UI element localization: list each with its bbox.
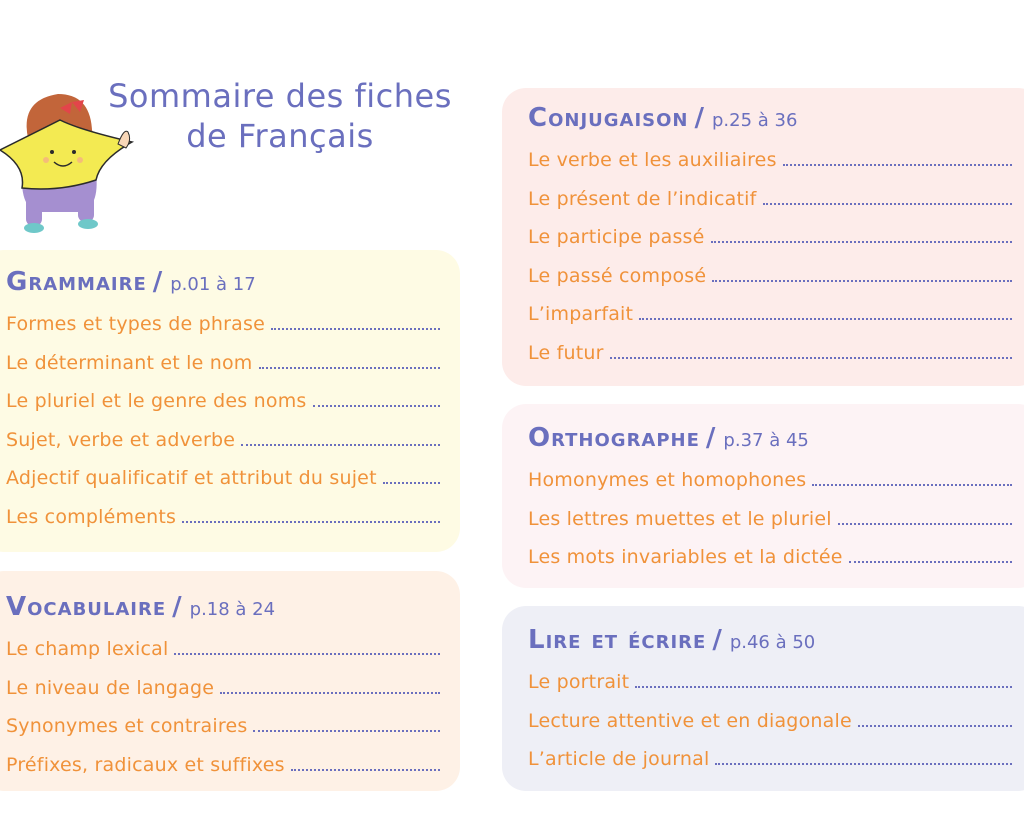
toc-entry-label: Synonymes et contraires [6, 715, 248, 737]
section-heading: Grammaire / p.01 à 17 [6, 267, 256, 297]
toc-entry-label: Sujet, verbe et adverbe [6, 428, 236, 451]
toc-entry [6, 630, 440, 669]
dotted-leader [174, 653, 440, 655]
toc-entry [6, 707, 440, 746]
toc-entry [528, 295, 1012, 334]
toc-entry [528, 257, 1012, 296]
dotted-leader [383, 482, 440, 484]
toc-entry-label: Le portrait [528, 671, 630, 693]
dotted-leader [715, 763, 1012, 765]
dotted-leader [635, 686, 1012, 688]
toc-entry [6, 305, 440, 344]
toc-entry [528, 141, 1012, 180]
toc-entry [528, 180, 1012, 219]
toc-entry [528, 500, 1012, 539]
dotted-leader [253, 730, 440, 732]
toc-entry-label: Les compléments [6, 505, 177, 528]
dotted-leader [858, 725, 1012, 727]
toc-entry [6, 421, 440, 460]
dotted-leader [849, 561, 1012, 563]
toc-entry-label: Le passé composé [528, 264, 707, 287]
section-name: Conjugaison [528, 103, 689, 133]
section-grammaire [0, 250, 460, 552]
toc-entry [6, 344, 440, 383]
dotted-leader [259, 367, 440, 369]
dotted-leader [220, 692, 440, 694]
section-name: Grammaire [6, 267, 147, 297]
dotted-leader [271, 328, 440, 330]
toc-entry-label: L’imparfait [528, 303, 634, 325]
toc-entry-label: Le champ lexical [6, 638, 169, 660]
dotted-leader [639, 318, 1012, 320]
dotted-leader [712, 280, 1012, 282]
dotted-leader [838, 523, 1012, 525]
toc-entry-label: Le verbe et les auxiliaires [528, 149, 777, 171]
section-conjugaison [502, 88, 1024, 386]
dotted-leader [291, 769, 440, 771]
dotted-leader [783, 164, 1012, 166]
toc-entry-label: Le pluriel et le genre des noms [6, 390, 307, 412]
toc-entry [528, 461, 1012, 500]
toc-entry [6, 382, 440, 421]
dotted-leader [763, 203, 1012, 205]
toc-entry [528, 663, 1012, 702]
section-pages: p.37 à 45 [723, 430, 809, 451]
section-orthographe [502, 404, 1024, 588]
toc-entry [528, 334, 1012, 373]
section-vocabulaire [0, 571, 460, 791]
dotted-leader [182, 521, 440, 523]
toc-entry [6, 746, 440, 785]
section-heading: Conjugaison / p.25 à 36 [528, 103, 798, 133]
page-title-line-1: Sommaire des fiches [108, 77, 452, 115]
toc-entry [528, 218, 1012, 257]
dotted-leader [313, 405, 440, 407]
toc-entry [528, 702, 1012, 741]
toc-entry-label: Le niveau de langage [6, 676, 215, 699]
toc-entry-label: Préfixes, radicaux et suffixes [6, 753, 285, 776]
section-heading: Vocabulaire / p.18 à 24 [6, 592, 276, 622]
section-pages: p.25 à 36 [712, 110, 798, 131]
dotted-leader [241, 444, 440, 446]
toc-entry [528, 740, 1012, 779]
toc-entry-label: Les mots invariables et la dictée [528, 546, 843, 568]
section-name: Lire et écrire [528, 625, 707, 655]
toc-entry-label: Formes et types de phrase [6, 313, 265, 335]
section-pages: p.01 à 17 [170, 274, 256, 295]
toc-entry [6, 459, 440, 498]
toc-entry-label: Les lettres muettes et le pluriel [528, 507, 832, 530]
section-name: Orthographe [528, 423, 700, 453]
section-lire-et-ecrire [502, 606, 1024, 791]
dotted-leader [610, 357, 1012, 359]
section-pages: p.18 à 24 [189, 599, 276, 620]
toc-entry-label: Le participe passé [528, 226, 705, 248]
toc-entry-label: Le présent de l’indicatif [528, 187, 757, 210]
dotted-leader [711, 241, 1012, 243]
dotted-leader [812, 484, 1012, 486]
section-heading: Lire et écrire / p.46 à 50 [528, 625, 816, 655]
page-title-line-2: de Français [186, 117, 374, 155]
toc-entry [6, 498, 440, 537]
toc-entry [6, 669, 440, 708]
toc-entry [528, 538, 1012, 577]
section-pages: p.46 à 50 [729, 632, 816, 653]
section-heading: Orthographe / p.37 à 45 [528, 423, 809, 453]
toc-entry-label: Le déterminant et le nom [6, 351, 253, 374]
toc-entry-label: Homonymes et homophones [528, 469, 807, 491]
section-name: Vocabulaire [6, 592, 167, 622]
toc-entry-label: Lecture attentive et en diagonale [528, 709, 852, 732]
star-girl-mascot-icon [0, 80, 145, 240]
toc-entry-label: Adjectif qualificatif et attribut du sujet [6, 467, 377, 489]
toc-entry-label: Le futur [528, 341, 604, 364]
toc-entry-label: L’article de journal [528, 748, 710, 770]
